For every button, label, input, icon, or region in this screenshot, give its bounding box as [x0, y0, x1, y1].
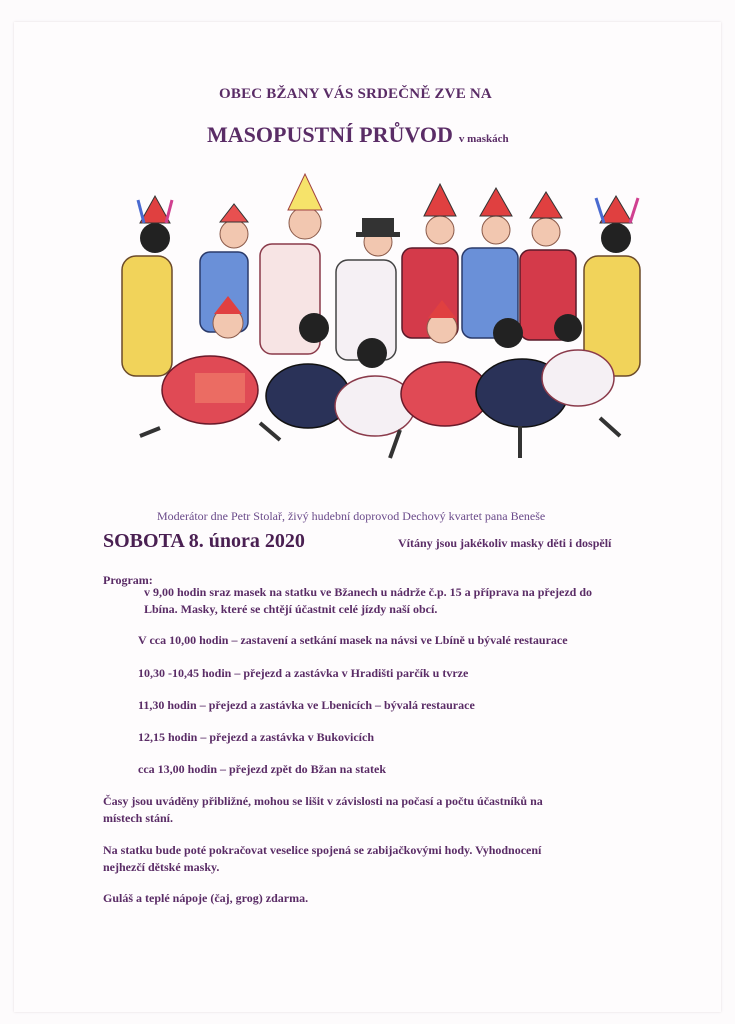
- program-item: 12,15 hodin – přejezd a zastávka v Bukovicích: [138, 730, 375, 744]
- invite-heading: OBEC BŽANY VÁS SRDEČNĚ ZVE NA: [219, 86, 492, 102]
- note-paragraph: [103, 842, 541, 876]
- note-paragraph: [103, 793, 543, 827]
- title-line: [207, 122, 509, 148]
- event-title-sub: v maskách: [458, 133, 509, 145]
- program-item-line: v 9,00 hodin sraz masek na statku ve Bžanech u nádrže č.p. 15 a příprava na přejezd do: [144, 585, 593, 599]
- event-title: MASOPUSTNÍ PRŮVOD: [207, 122, 453, 147]
- program-item: [144, 584, 592, 618]
- note-line: Časy jsou uváděny přibližné, mohou se lišit v závislosti na počasí a počtu účastníků na: [103, 794, 543, 808]
- program-item: 11,30 hodin – přejezd a zastávka ve Lbenicích – bývalá restaurace: [138, 698, 475, 712]
- welcome-note: Vítány jsou jakékoliv masky děti i dospělí: [398, 536, 612, 550]
- program-item: cca 13,00 hodin – přejezd zpět do Bžan na statek: [138, 762, 386, 776]
- note-line: nejhezčí dětské masky.: [103, 860, 220, 874]
- note-line: Na statku bude poté pokračovat veselice spojená se zabijačkovými hody. Vyhodnocení: [103, 843, 542, 857]
- program-item: 10,30 -10,45 hodin – přejezd a zastávka v Hradišti parčík u tvrze: [138, 666, 469, 680]
- note-line: místech stání.: [103, 811, 173, 825]
- moderator-line: Moderátor dne Petr Stolař, živý hudební doprovod Dechový kvartet pana Beneše: [157, 509, 546, 523]
- program-label: Program:: [103, 573, 153, 587]
- program-item: V cca 10,00 hodin – zastavení a setkání masek na návsi ve Lbíně u bývalé restaurace: [138, 633, 568, 647]
- note-paragraph: Guláš a teplé nápoje (čaj, grog) zdarma.: [103, 891, 309, 905]
- program-item-line: Lbína. Masky, které se chtějí účastnit celé jízdy naší obcí.: [144, 602, 438, 616]
- carnival-masks-illustration: [100, 168, 680, 478]
- event-date: SOBOTA 8. února 2020: [103, 530, 305, 552]
